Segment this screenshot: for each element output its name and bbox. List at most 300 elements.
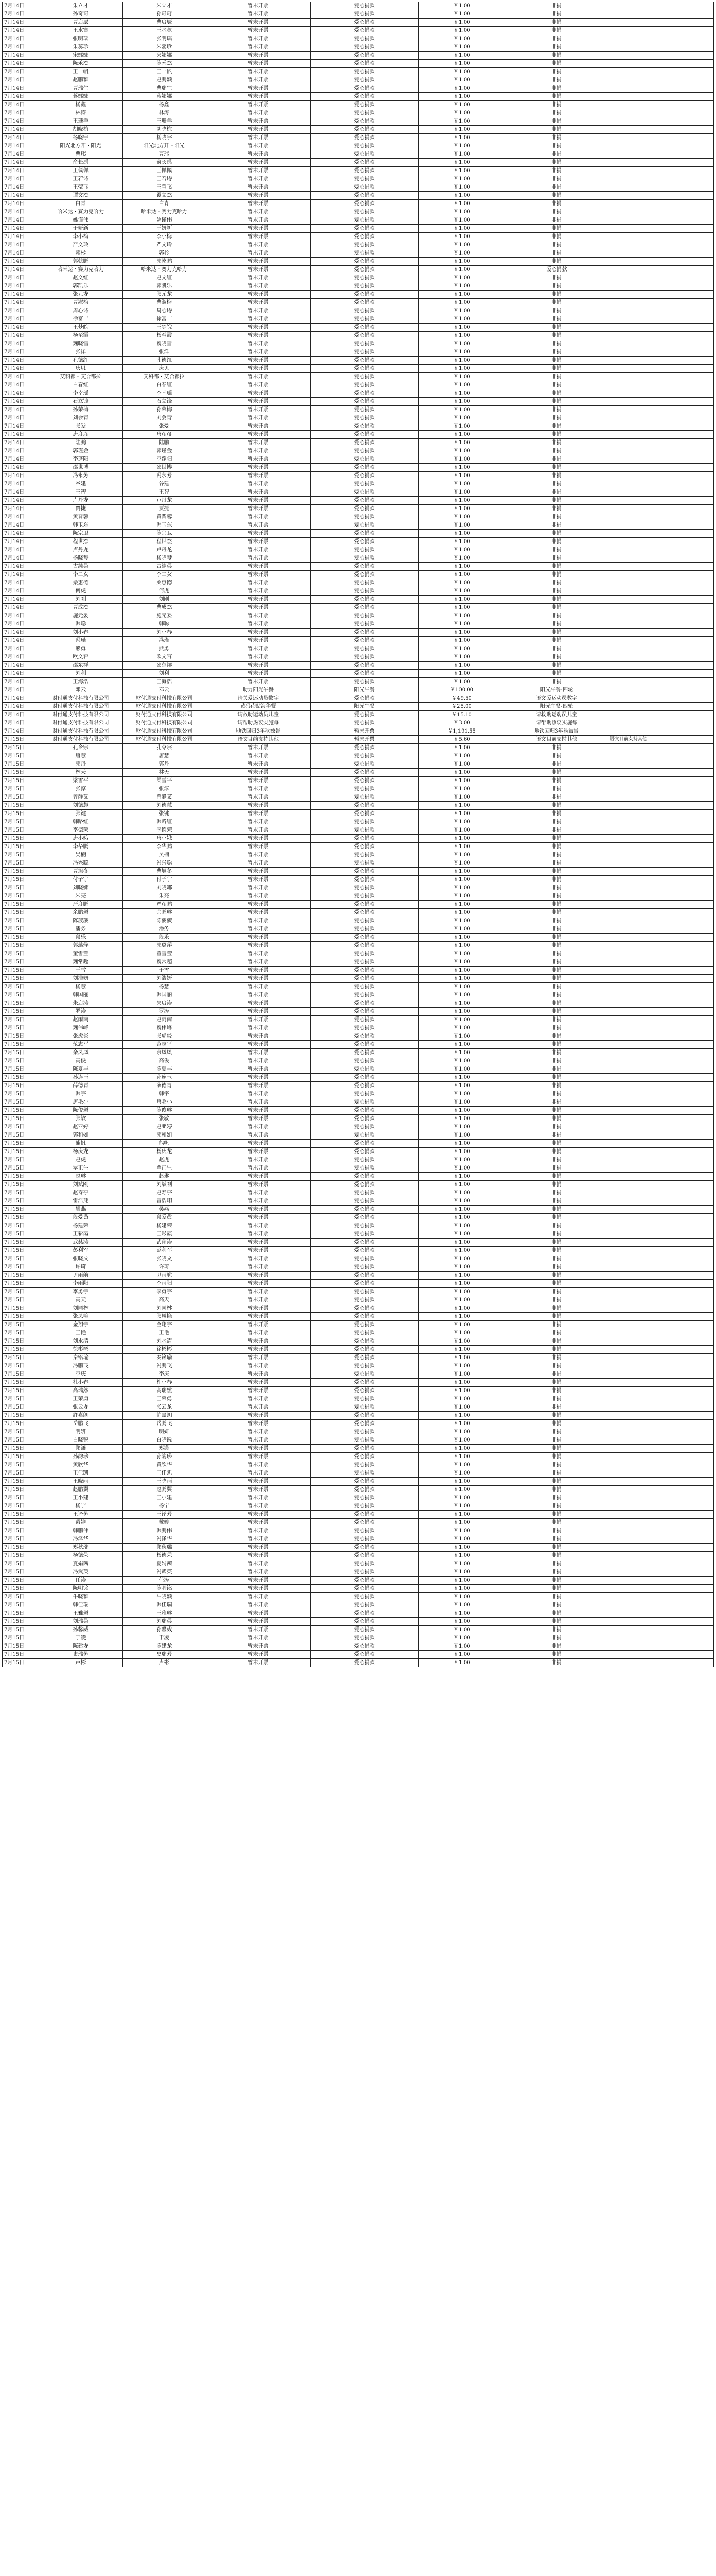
- project-cell: 爱心捐款: [311, 68, 419, 76]
- table-row: [3, 991, 714, 999]
- invoice-status-cell: 暂未开票: [206, 2, 311, 10]
- amount-cell: ￥1.00: [419, 1535, 505, 1544]
- recipient-name-cell: 杨至霞: [123, 332, 206, 340]
- recipient-name-cell: 王若诗: [123, 175, 206, 183]
- table-row: [3, 216, 714, 225]
- remark-cell: 非捐: [505, 843, 608, 851]
- remark-cell: 非捐: [505, 1057, 608, 1065]
- recipient-name-cell: 刘水清: [123, 1337, 206, 1346]
- amount-cell: ￥1.00: [419, 901, 505, 909]
- date-cell: 7月15日: [3, 1255, 39, 1263]
- invoice-status-cell: 暂未开票: [206, 439, 311, 447]
- table-row: [3, 925, 714, 934]
- extra-cell: [608, 447, 714, 455]
- date-cell: 7月15日: [3, 1288, 39, 1296]
- remark-cell: 非捐: [505, 1552, 608, 1560]
- amount-cell: ￥1.00: [419, 299, 505, 307]
- donor-name-cell: 韩路红: [39, 818, 123, 826]
- donor-name-cell: 李雨阳: [39, 1280, 123, 1288]
- amount-cell: ￥1.00: [419, 2, 505, 10]
- invoice-status-cell: 暂未开票: [206, 1304, 311, 1313]
- remark-cell: 非捐: [505, 826, 608, 835]
- extra-cell: [608, 975, 714, 983]
- project-cell: 爱心捐款: [311, 612, 419, 620]
- remark-cell: 非捐: [505, 1346, 608, 1354]
- remark-cell: 非捐: [505, 777, 608, 785]
- table-row: [3, 93, 714, 101]
- extra-cell: [608, 513, 714, 521]
- table-row: [3, 1272, 714, 1280]
- recipient-name-cell: 夏娟茜: [123, 1560, 206, 1568]
- amount-cell: ￥1.00: [419, 596, 505, 604]
- amount-cell: ￥1.00: [419, 282, 505, 291]
- project-cell: 爱心捐款: [311, 925, 419, 934]
- recipient-name-cell: 王译芳: [123, 1511, 206, 1519]
- donor-name-cell: 牛晓颖: [39, 1593, 123, 1601]
- amount-cell: ￥1.00: [419, 183, 505, 192]
- project-cell: 爱心捐款: [311, 183, 419, 192]
- remark-cell: 非捐: [505, 1049, 608, 1057]
- amount-cell: ￥1.00: [419, 620, 505, 629]
- extra-cell: [608, 1082, 714, 1090]
- amount-cell: ￥1.00: [419, 1032, 505, 1041]
- amount-cell: ￥1.00: [419, 225, 505, 233]
- extra-cell: [608, 851, 714, 859]
- date-cell: 7月14日: [3, 126, 39, 134]
- recipient-name-cell: 罗涛: [123, 1008, 206, 1016]
- extra-cell: [608, 727, 714, 736]
- table-row: [3, 35, 714, 43]
- recipient-name-cell: 张明瑶: [123, 35, 206, 43]
- date-cell: 7月15日: [3, 901, 39, 909]
- project-cell: 爱心捐款: [311, 192, 419, 200]
- extra-cell: [608, 1230, 714, 1239]
- invoice-status-cell: 暂未开票: [206, 1181, 311, 1189]
- amount-cell: ￥1.00: [419, 1321, 505, 1329]
- table-row: [3, 497, 714, 505]
- extra-cell: [608, 389, 714, 398]
- invoice-status-cell: 暂未开票: [206, 546, 311, 554]
- donor-name-cell: 韩国丽: [39, 991, 123, 999]
- table-row: [3, 934, 714, 942]
- date-cell: 7月14日: [3, 365, 39, 373]
- amount-cell: ￥1.00: [419, 291, 505, 299]
- extra-cell: [608, 373, 714, 381]
- donor-name-cell: 哈米达・赛力克哈力: [39, 208, 123, 216]
- recipient-name-cell: 杨晓琴: [123, 554, 206, 563]
- table-row: [3, 1337, 714, 1346]
- remark-cell: 非捐: [505, 967, 608, 975]
- extra-cell: [608, 1123, 714, 1131]
- invoice-status-cell: 暂未开票: [206, 27, 311, 35]
- recipient-name-cell: 王水宽: [123, 27, 206, 35]
- invoice-status-cell: 暂未开票: [206, 1016, 311, 1024]
- remark-cell: 非捐: [505, 793, 608, 802]
- amount-cell: ￥1.00: [419, 274, 505, 282]
- invoice-status-cell: 暂未开票: [206, 1090, 311, 1098]
- amount-cell: ￥1.00: [419, 1140, 505, 1148]
- recipient-name-cell: 魏常超: [123, 958, 206, 967]
- amount-cell: ￥1.00: [419, 1552, 505, 1560]
- recipient-name-cell: 于雪: [123, 967, 206, 975]
- amount-cell: ￥1.00: [419, 389, 505, 398]
- recipient-name-cell: 許嘉朗: [123, 1412, 206, 1420]
- recipient-name-cell: 陈建龙: [123, 1642, 206, 1651]
- extra-cell: [608, 530, 714, 538]
- donor-name-cell: 桑惠德: [39, 579, 123, 587]
- date-cell: 7月15日: [3, 1082, 39, 1090]
- recipient-name-cell: 刘浩妍: [123, 975, 206, 983]
- extra-cell: [608, 299, 714, 307]
- remark-cell: 非捐: [505, 1230, 608, 1239]
- extra-cell: [608, 1189, 714, 1197]
- date-cell: 7月14日: [3, 521, 39, 530]
- extra-cell: [608, 662, 714, 670]
- extra-cell: [608, 1057, 714, 1065]
- date-cell: 7月15日: [3, 1346, 39, 1354]
- extra-cell: [608, 579, 714, 587]
- donor-name-cell: 谭文杰: [39, 192, 123, 200]
- recipient-name-cell: 魏晓雪: [123, 340, 206, 348]
- invoice-status-cell: 暂未开票: [206, 299, 311, 307]
- date-cell: 7月15日: [3, 818, 39, 826]
- date-cell: 7月15日: [3, 868, 39, 876]
- date-cell: 7月14日: [3, 653, 39, 662]
- invoice-status-cell: 暂未开票: [206, 1082, 311, 1090]
- amount-cell: ￥1.00: [419, 159, 505, 167]
- recipient-name-cell: 孙连玉: [123, 1074, 206, 1082]
- remark-cell: 非捐: [505, 670, 608, 678]
- amount-cell: ￥1.00: [419, 958, 505, 967]
- remark-cell: 非捐: [505, 93, 608, 101]
- table-row: [3, 19, 714, 27]
- amount-cell: ￥1.00: [419, 925, 505, 934]
- extra-cell: [608, 1115, 714, 1123]
- donor-name-cell: 郑秋瑞: [39, 1544, 123, 1552]
- extra-cell: [608, 266, 714, 274]
- recipient-name-cell: 朱启涛: [123, 999, 206, 1008]
- date-cell: 7月15日: [3, 1024, 39, 1032]
- donor-name-cell: 赵琳: [39, 1173, 123, 1181]
- project-cell: 爱心捐款: [311, 909, 419, 917]
- remark-cell: 非捐: [505, 521, 608, 530]
- invoice-status-cell: 暂未开票: [206, 1148, 311, 1156]
- table-row: [3, 464, 714, 472]
- remark-cell: 非捐: [505, 999, 608, 1008]
- invoice-status-cell: 暂未开票: [206, 1346, 311, 1354]
- table-row: [3, 167, 714, 175]
- donor-name-cell: 刘瑞英: [39, 1618, 123, 1626]
- invoice-status-cell: 暂未开票: [206, 802, 311, 810]
- invoice-status-cell: 暂未开票: [206, 324, 311, 332]
- invoice-status-cell: 暂未开票: [206, 398, 311, 406]
- project-cell: 爱心捐款: [311, 546, 419, 554]
- table-row: [3, 835, 714, 843]
- recipient-name-cell: 覃正生: [123, 1164, 206, 1173]
- donor-name-cell: 刘德慧: [39, 802, 123, 810]
- table-row: [3, 736, 714, 744]
- extra-cell: [608, 455, 714, 464]
- project-cell: 爱心捐款: [311, 291, 419, 299]
- extra-cell: [608, 68, 714, 76]
- amount-cell: ￥1.00: [419, 431, 505, 439]
- donor-name-cell: 刘水清: [39, 1337, 123, 1346]
- project-cell: 爱心捐款: [311, 1511, 419, 1519]
- date-cell: 7月14日: [3, 505, 39, 513]
- donation-table-body: [3, 2, 714, 1667]
- recipient-name-cell: 李勇宇: [123, 1288, 206, 1296]
- invoice-status-cell: 暂未开票: [206, 1288, 311, 1296]
- extra-cell: [608, 1107, 714, 1115]
- extra-cell: [608, 84, 714, 93]
- recipient-name-cell: 刘斌刚: [123, 1181, 206, 1189]
- recipient-name-cell: 韩鹏伟: [123, 1527, 206, 1535]
- donor-name-cell: 武慈涛: [39, 1239, 123, 1247]
- date-cell: 7月14日: [3, 68, 39, 76]
- table-row: [3, 159, 714, 167]
- project-cell: 爱心捐款: [311, 975, 419, 983]
- amount-cell: ￥1.00: [419, 1131, 505, 1140]
- amount-cell: ￥1.00: [419, 826, 505, 835]
- project-cell: 爱心捐款: [311, 1560, 419, 1568]
- invoice-status-cell: 暂未开票: [206, 950, 311, 958]
- invoice-status-cell: 暂未开票: [206, 530, 311, 538]
- donor-name-cell: 古純英: [39, 563, 123, 571]
- recipient-name-cell: 严彦鹏: [123, 901, 206, 909]
- date-cell: 7月14日: [3, 357, 39, 365]
- table-row: [3, 1568, 714, 1577]
- extra-cell: [608, 1164, 714, 1173]
- remark-cell: 非捐: [505, 233, 608, 241]
- remark-cell: 非捐: [505, 1123, 608, 1131]
- remark-cell: 非捐: [505, 975, 608, 983]
- date-cell: 7月14日: [3, 530, 39, 538]
- table-row: [3, 892, 714, 901]
- invoice-status-cell: 暂未开票: [206, 1296, 311, 1304]
- recipient-name-cell: 曹旭冬: [123, 868, 206, 876]
- extra-cell: [608, 694, 714, 703]
- remark-cell: 非捐: [505, 101, 608, 109]
- date-cell: 7月14日: [3, 703, 39, 711]
- date-cell: 7月14日: [3, 200, 39, 208]
- project-cell: 爱心捐款: [311, 1024, 419, 1032]
- remark-cell: 非捐: [505, 1304, 608, 1313]
- table-row: [3, 1041, 714, 1049]
- donor-name-cell: 林天: [39, 769, 123, 777]
- extra-cell: [608, 1626, 714, 1634]
- recipient-name-cell: 唐彦彦: [123, 431, 206, 439]
- remark-cell: 非捐: [505, 76, 608, 84]
- extra-cell: [608, 999, 714, 1008]
- remark-cell: 语文爱运动员数字: [505, 694, 608, 703]
- table-row: [3, 1346, 714, 1354]
- project-cell: 爱心捐款: [311, 480, 419, 488]
- recipient-name-cell: 刘刚: [123, 596, 206, 604]
- invoice-status-cell: 暂未开票: [206, 1107, 311, 1115]
- date-cell: 7月14日: [3, 84, 39, 93]
- amount-cell: ￥1.00: [419, 1346, 505, 1354]
- table-row: [3, 1131, 714, 1140]
- invoice-status-cell: 暂未开票: [206, 901, 311, 909]
- invoice-status-cell: 暂未开票: [206, 884, 311, 892]
- amount-cell: ￥1.00: [419, 1263, 505, 1272]
- amount-cell: ￥1.00: [419, 1568, 505, 1577]
- amount-cell: ￥1.00: [419, 843, 505, 851]
- date-cell: 7月15日: [3, 934, 39, 942]
- project-cell: 爱心捐款: [311, 398, 419, 406]
- donor-name-cell: 韩宇: [39, 1090, 123, 1098]
- recipient-name-cell: 邓云: [123, 686, 206, 694]
- extra-cell: [608, 422, 714, 431]
- table-row: [3, 793, 714, 802]
- recipient-name-cell: 余鹏琳: [123, 909, 206, 917]
- date-cell: 7月15日: [3, 1148, 39, 1156]
- project-cell: 爱心捐款: [311, 884, 419, 892]
- project-cell: 爱心捐款: [311, 1321, 419, 1329]
- remark-cell: 非捐: [505, 455, 608, 464]
- remark-cell: 非捐: [505, 340, 608, 348]
- invoice-status-cell: 暂未开票: [206, 1041, 311, 1049]
- table-row: [3, 1074, 714, 1082]
- project-cell: 爱心捐款: [311, 1230, 419, 1239]
- remark-cell: 非捐: [505, 1280, 608, 1288]
- invoice-status-cell: 暂未开票: [206, 60, 311, 68]
- date-cell: 7月14日: [3, 694, 39, 703]
- donor-name-cell: 姚谨伟: [39, 216, 123, 225]
- date-cell: 7月14日: [3, 431, 39, 439]
- project-cell: 爱心捐款: [311, 1074, 419, 1082]
- extra-cell: [608, 826, 714, 835]
- table-row: [3, 521, 714, 530]
- table-row: [3, 373, 714, 381]
- table-row: [3, 389, 714, 398]
- recipient-name-cell: 高瑞然: [123, 1387, 206, 1395]
- project-cell: 爱心捐款: [311, 1041, 419, 1049]
- invoice-status-cell: 暂未开票: [206, 431, 311, 439]
- extra-cell: [608, 1272, 714, 1280]
- recipient-name-cell: 哈米达・赛力克哈力: [123, 266, 206, 274]
- invoice-status-cell: 暂未开票: [206, 810, 311, 818]
- invoice-status-cell: 暂未开票: [206, 52, 311, 60]
- table-row: [3, 1511, 714, 1519]
- project-cell: 爱心捐款: [311, 694, 419, 703]
- donor-name-cell: 曾静艾: [39, 793, 123, 802]
- table-row: [3, 917, 714, 925]
- project-cell: 爱心捐款: [311, 439, 419, 447]
- recipient-name-cell: 赵鹏颖: [123, 76, 206, 84]
- project-cell: 爱心捐款: [311, 27, 419, 35]
- amount-cell: ￥1.00: [419, 1024, 505, 1032]
- project-cell: 爱心捐款: [311, 52, 419, 60]
- invoice-status-cell: 暂未开票: [206, 1403, 311, 1412]
- project-cell: 爱心捐款: [311, 991, 419, 999]
- remark-cell: 非捐: [505, 1412, 608, 1420]
- table-row: [3, 1090, 714, 1098]
- table-row: [3, 1535, 714, 1544]
- table-row: [3, 200, 714, 208]
- invoice-status-cell: 暂未开票: [206, 1387, 311, 1395]
- date-cell: 7月14日: [3, 554, 39, 563]
- remark-cell: 非捐: [505, 760, 608, 769]
- recipient-name-cell: 郭凯乐: [123, 282, 206, 291]
- extra-cell: [608, 332, 714, 340]
- recipient-name-cell: 白春红: [123, 381, 206, 389]
- donor-name-cell: 夏娟茜: [39, 1560, 123, 1568]
- remark-cell: 非捐: [505, 1008, 608, 1016]
- date-cell: 7月15日: [3, 1601, 39, 1609]
- donor-name-cell: 陈俊琳: [39, 1107, 123, 1115]
- table-row: [3, 1577, 714, 1585]
- date-cell: 7月15日: [3, 1074, 39, 1082]
- invoice-status-cell: 暂未开票: [206, 538, 311, 546]
- project-cell: 爱心捐款: [311, 348, 419, 357]
- donor-name-cell: 明妍: [39, 1428, 123, 1436]
- donor-name-cell: 庆贝: [39, 365, 123, 373]
- donor-name-cell: 范志平: [39, 1041, 123, 1049]
- donor-name-cell: 张凤艳: [39, 1313, 123, 1321]
- donor-name-cell: 宋娜娜: [39, 52, 123, 60]
- remark-cell: 非捐: [505, 612, 608, 620]
- project-cell: 爱心捐款: [311, 1354, 419, 1362]
- donor-name-cell: 王若诗: [39, 175, 123, 183]
- amount-cell: ￥1.00: [419, 1090, 505, 1098]
- invoice-status-cell: 暂未开票: [206, 1585, 311, 1593]
- extra-cell: [608, 1527, 714, 1535]
- recipient-name-cell: 韩国丽: [123, 991, 206, 999]
- amount-cell: ￥1.00: [419, 414, 505, 422]
- invoice-status-cell: 暂未开票: [206, 925, 311, 934]
- donor-name-cell: 卢丹龙: [39, 546, 123, 554]
- date-cell: 7月14日: [3, 645, 39, 653]
- table-row: [3, 727, 714, 736]
- date-cell: 7月15日: [3, 1107, 39, 1115]
- extra-cell: [608, 307, 714, 315]
- table-row: [3, 274, 714, 282]
- extra-cell: [608, 43, 714, 52]
- extra-cell: [608, 769, 714, 777]
- extra-cell: [608, 1214, 714, 1222]
- extra-cell: [608, 93, 714, 101]
- project-cell: 爱心捐款: [311, 1115, 419, 1123]
- invoice-status-cell: 暂未开票: [206, 1272, 311, 1280]
- table-row: [3, 1239, 714, 1247]
- donor-name-cell: 董雪莹: [39, 950, 123, 958]
- recipient-name-cell: 韩聪: [123, 620, 206, 629]
- remark-cell: 非捐: [505, 1428, 608, 1436]
- amount-cell: ￥1.00: [419, 967, 505, 975]
- remark-cell: 非捐: [505, 925, 608, 934]
- amount-cell: ￥1.00: [419, 1387, 505, 1395]
- project-cell: 阳光午餐: [311, 686, 419, 694]
- donor-name-cell: 严文玲: [39, 241, 123, 249]
- invoice-status-cell: 暂未开票: [206, 1074, 311, 1082]
- amount-cell: ￥1.00: [419, 1337, 505, 1346]
- project-cell: 爱心捐款: [311, 1082, 419, 1090]
- recipient-name-cell: 杨建荣: [123, 1222, 206, 1230]
- recipient-name-cell: 财付通支付科技有限公司: [123, 711, 206, 719]
- remark-cell: 非捐: [505, 909, 608, 917]
- recipient-name-cell: 徐彬彬: [123, 1346, 206, 1354]
- amount-cell: ￥1.00: [419, 340, 505, 348]
- recipient-name-cell: 刘瑞英: [123, 1618, 206, 1626]
- amount-cell: ￥1.00: [419, 1626, 505, 1634]
- amount-cell: ￥1.00: [419, 769, 505, 777]
- date-cell: 7月15日: [3, 1370, 39, 1379]
- project-cell: 爱心捐款: [311, 126, 419, 134]
- project-cell: 爱心捐款: [311, 1577, 419, 1585]
- amount-cell: ￥1.00: [419, 1609, 505, 1618]
- amount-cell: ￥1.00: [419, 1642, 505, 1651]
